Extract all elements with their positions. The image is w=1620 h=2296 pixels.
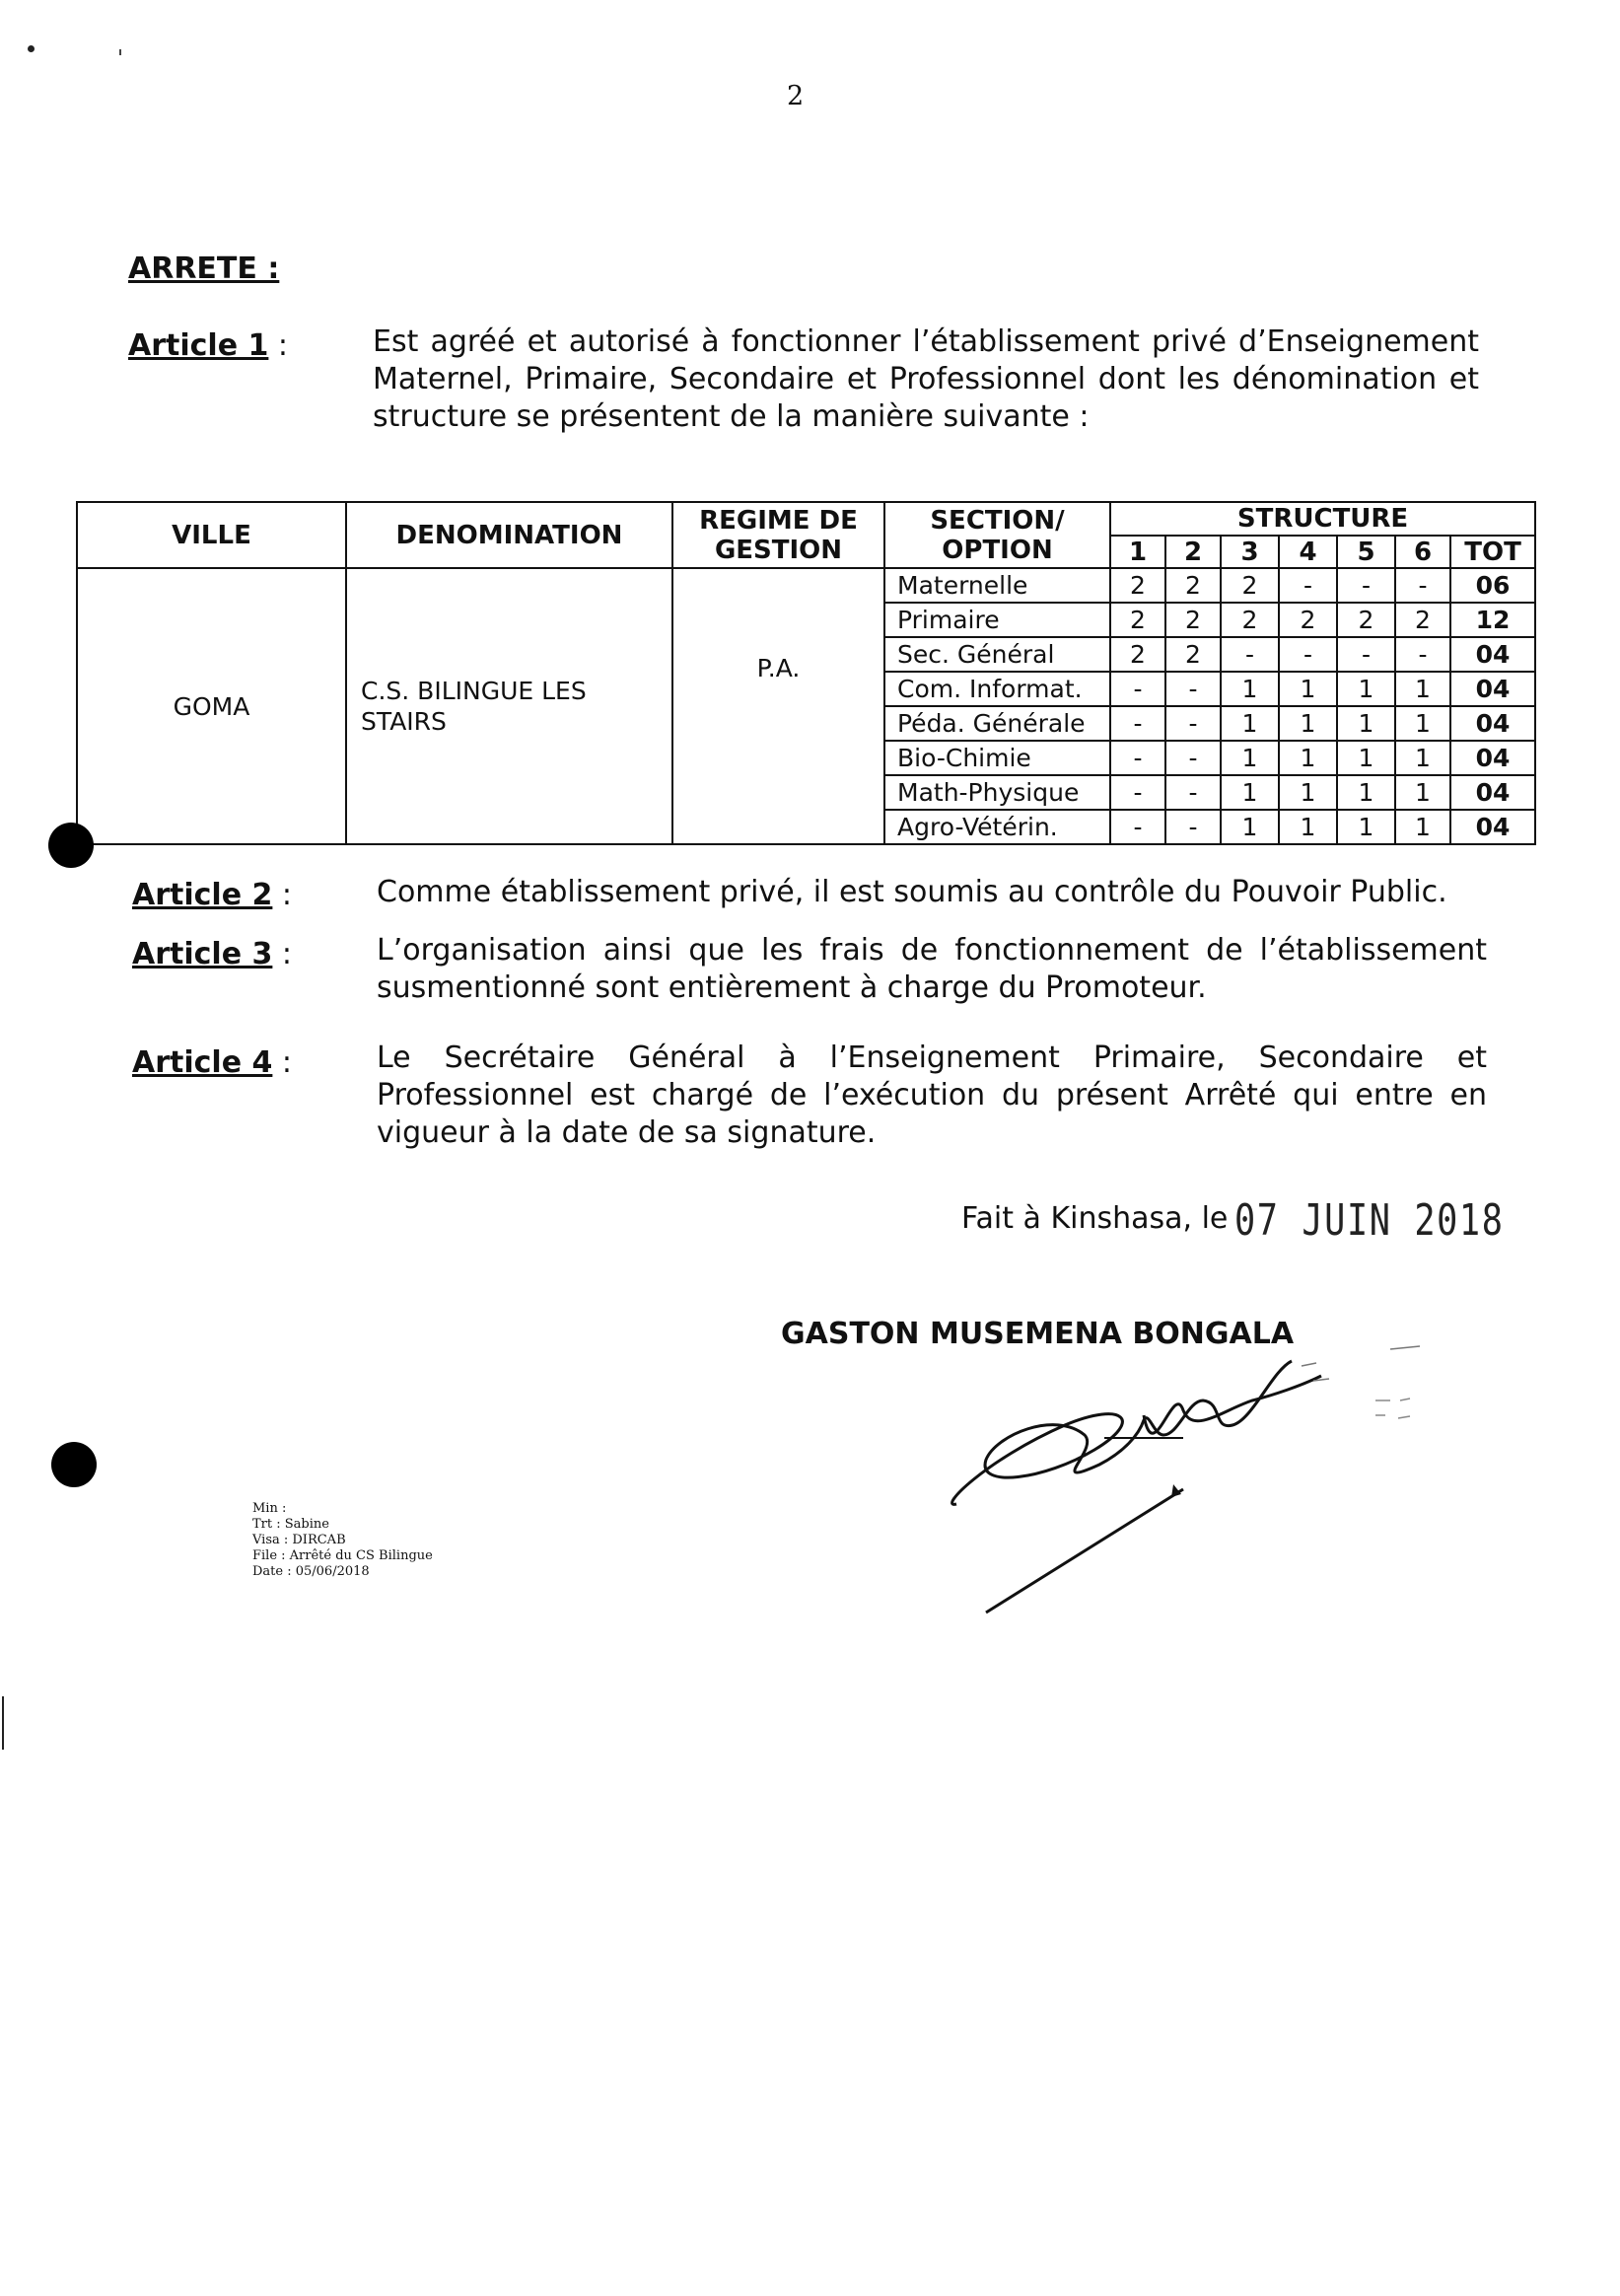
cell-value: 2 — [1110, 568, 1165, 603]
cell-value: 2 — [1110, 637, 1165, 672]
cell-value: - — [1337, 637, 1395, 672]
cell-denomination: C.S. BILINGUE LES STAIRS — [346, 568, 672, 844]
footnote-line: File : Arrêté du CS Bilingue — [252, 1548, 433, 1563]
header-col-tot: TOT — [1450, 536, 1535, 568]
scan-speck — [28, 45, 35, 52]
cell-value: - — [1165, 672, 1221, 706]
cell-total: 04 — [1450, 706, 1535, 741]
cell-total: 04 — [1450, 775, 1535, 810]
cell-value: 1 — [1221, 741, 1279, 775]
header-col-3: 3 — [1221, 536, 1279, 568]
cell-total: 12 — [1450, 603, 1535, 637]
header-col-5: 5 — [1337, 536, 1395, 568]
cell-ville: GOMA — [77, 568, 346, 844]
footnote-line: Date : 05/06/2018 — [252, 1564, 370, 1579]
cell-value: 1 — [1337, 672, 1395, 706]
header-section: SECTION/ OPTION — [884, 502, 1110, 568]
article-3-label: Article 3 : — [132, 937, 293, 971]
article-3-text: L’organisation ainsi que les frais de fonctionnement de l’établissement susmentionné sont entièrement à charge du Promoteur. — [377, 933, 1487, 1005]
cell-value: - — [1165, 706, 1221, 741]
header-denomination: DENOMINATION — [346, 502, 672, 568]
cell-value: 1 — [1337, 775, 1395, 810]
cell-value: 1 — [1395, 706, 1450, 741]
cell-value: 1 — [1279, 775, 1337, 810]
cell-value: - — [1279, 568, 1337, 603]
cell-value: 2 — [1337, 603, 1395, 637]
header-regime: REGIME DE GESTION — [672, 502, 884, 568]
cell-option: Agro-Vétérin. — [884, 810, 1110, 844]
cell-value: - — [1395, 637, 1450, 672]
header-col-2: 2 — [1165, 536, 1221, 568]
footnote-line: Trt : Sabine — [252, 1517, 329, 1532]
cell-value: - — [1110, 810, 1165, 844]
article-1-label: Article 1 : — [128, 328, 289, 363]
cell-total: 04 — [1450, 637, 1535, 672]
article-4-text: Le Secrétaire Général à l’Enseignement Primaire, Secondaire et Professionnel est chargé de l’exécution du présent Arrêté qui entre en vigueur à la date de sa signature. — [377, 1040, 1487, 1150]
punch-hole — [48, 823, 94, 868]
cell-value: - — [1165, 775, 1221, 810]
cell-value: - — [1110, 775, 1165, 810]
cell-value: 2 — [1395, 603, 1450, 637]
cell-option: Math-Physique — [884, 775, 1110, 810]
header-col-4: 4 — [1279, 536, 1337, 568]
structure-table — [76, 501, 1536, 845]
cell-value: 2 — [1110, 603, 1165, 637]
cell-value: 2 — [1221, 603, 1279, 637]
scan-speck — [119, 49, 121, 55]
cell-option: Sec. Général — [884, 637, 1110, 672]
cell-value: 2 — [1279, 603, 1337, 637]
cell-value: - — [1221, 637, 1279, 672]
cell-value: 1 — [1279, 706, 1337, 741]
cell-value: 1 — [1221, 706, 1279, 741]
cell-option: Péda. Générale — [884, 706, 1110, 741]
cell-total: 04 — [1450, 741, 1535, 775]
footnote-line: Visa : DIRCAB — [252, 1533, 346, 1547]
cell-value: 1 — [1395, 810, 1450, 844]
cell-option: Primaire — [884, 603, 1110, 637]
article-2-label: Article 2 : — [132, 878, 293, 912]
cell-value: - — [1165, 810, 1221, 844]
handwritten-signature — [927, 1341, 1440, 1627]
cell-total: 04 — [1450, 672, 1535, 706]
arrete-heading: ARRETE : — [128, 251, 280, 286]
cell-value: 1 — [1337, 810, 1395, 844]
closing-place: Fait à Kinshasa, le — [961, 1201, 1229, 1236]
cell-value: 1 — [1395, 741, 1450, 775]
cell-value: 1 — [1279, 810, 1337, 844]
cell-value: 1 — [1395, 672, 1450, 706]
cell-value: 2 — [1165, 603, 1221, 637]
file-reference-footnote — [252, 1501, 433, 1580]
cell-option: Bio-Chimie — [884, 741, 1110, 775]
cell-value: 1 — [1279, 672, 1337, 706]
cell-value: 2 — [1165, 568, 1221, 603]
header-ville: VILLE — [77, 502, 346, 568]
cell-value: 2 — [1221, 568, 1279, 603]
cell-total: 04 — [1450, 810, 1535, 844]
cell-value: - — [1337, 568, 1395, 603]
header-col-1: 1 — [1110, 536, 1165, 568]
cell-value: 1 — [1337, 741, 1395, 775]
header-structure: STRUCTURE — [1110, 502, 1535, 536]
cell-regime: P.A. — [672, 568, 884, 844]
article-4-label: Article 4 : — [132, 1045, 293, 1080]
punch-hole — [51, 1442, 97, 1487]
cell-value: - — [1395, 568, 1450, 603]
header-col-6: 6 — [1395, 536, 1450, 568]
cell-value: 1 — [1279, 741, 1337, 775]
scan-edge-mark — [2, 1696, 4, 1750]
cell-option: Com. Informat. — [884, 672, 1110, 706]
cell-value: 1 — [1337, 706, 1395, 741]
cell-value: - — [1110, 706, 1165, 741]
page-number: 2 — [787, 81, 805, 111]
cell-value: 1 — [1221, 775, 1279, 810]
cell-value: - — [1110, 741, 1165, 775]
cell-total: 06 — [1450, 568, 1535, 603]
cell-value: 1 — [1221, 672, 1279, 706]
cell-value: 1 — [1395, 775, 1450, 810]
cell-value: - — [1279, 637, 1337, 672]
footnote-line: Min : — [252, 1501, 287, 1516]
cell-value: 2 — [1165, 637, 1221, 672]
signatory-name: GASTON MUSEMENA BONGALA — [781, 1317, 1295, 1351]
cell-option: Maternelle — [884, 568, 1110, 603]
article-1-text: Est agréé et autorisé à fonctionner l’établissement privé d’Enseignement Maternel, Primaire, Secondaire et Professionnel dont les dénomination et structure se présentent de la manière suivante : — [373, 324, 1479, 434]
cell-value: 1 — [1221, 810, 1279, 844]
article-2-text: Comme établissement privé, il est soumis au contrôle du Pouvoir Public. — [377, 875, 1447, 909]
cell-value: - — [1165, 741, 1221, 775]
date-stamp: 07 JUIN 2018 — [1234, 1195, 1505, 1246]
cell-value: - — [1110, 672, 1165, 706]
